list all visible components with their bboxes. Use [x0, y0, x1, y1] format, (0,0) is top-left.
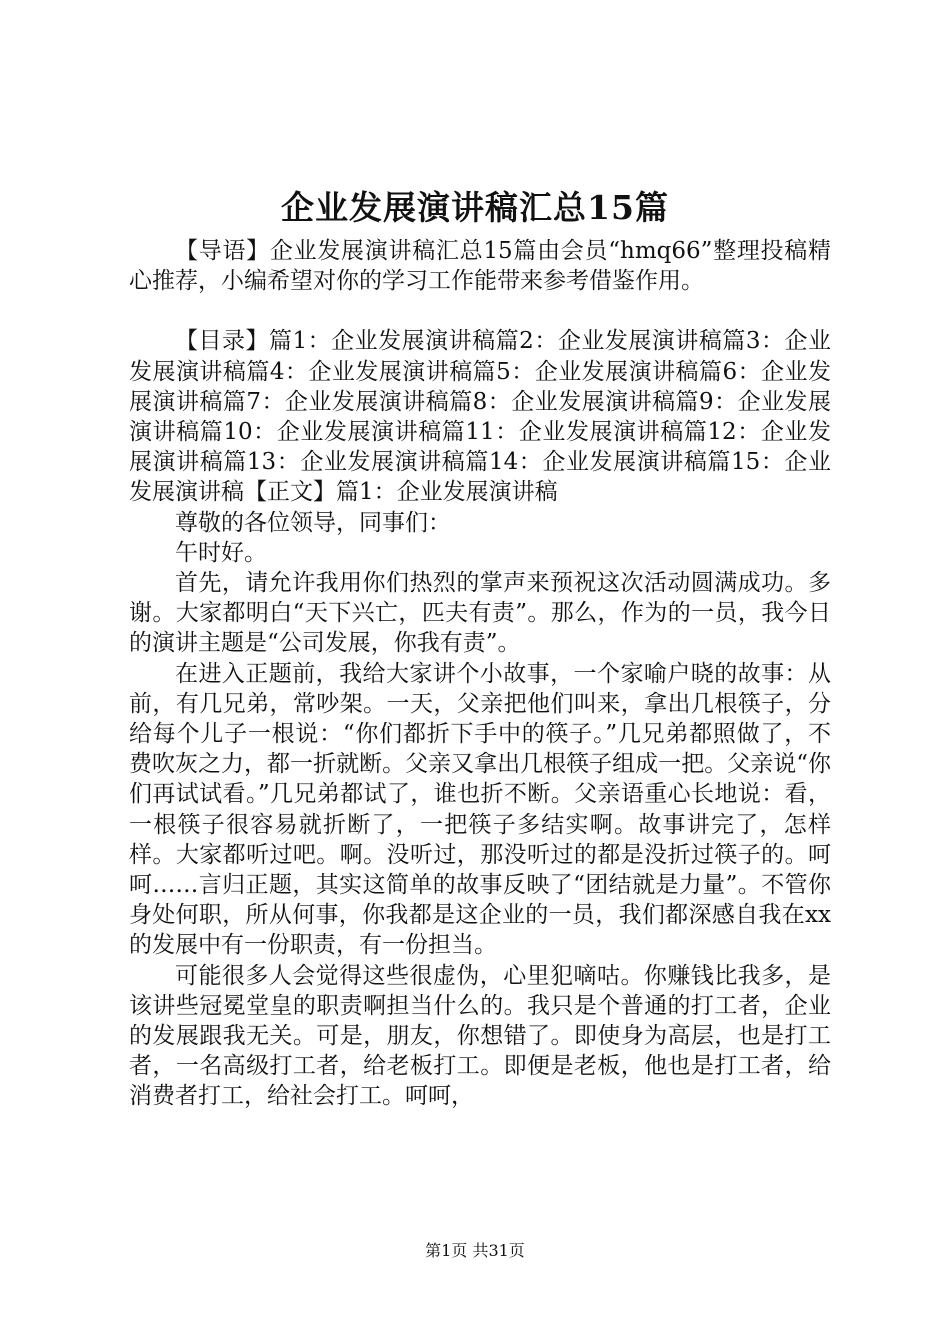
toc-paragraph: 【目录】篇1：企业发展演讲稿篇2：企业发展演讲稿篇3：企业发展演讲稿篇4：企业发展演讲稿篇5：企业发展演讲稿篇6：企业发展演讲稿篇7：企业发展演讲稿篇8：企业发展演讲稿篇9：企业发展演讲稿篇10：企业发展演讲稿篇11：企业发展演讲稿篇12：企业发展演讲稿篇13：企业发展演讲稿篇14：企业发展演讲稿篇15：企业发展演讲稿【正文】篇1：企业发展演讲稿 — [129, 328, 831, 506]
body-paragraph: 可能很多人会觉得这些很虚伪，心里犯嘀咕。你赚钱比我多，是该讲些冠冕堂皇的职责啊担当什么的。我只是个普通的打工者，企业的发展跟我无关。可是，朋友，你想错了。即使身为高层，也是打工者，一名高级打工者，给老板打工。即便是老板，他也是打工者，给消费者打工，给社会打工。呵呵， — [129, 962, 831, 1110]
body-paragraph: 在进入正题前，我给大家讲个小故事，一个家喻户晓的故事：从前，有几兄弟，常吵架。一天，父亲把他们叫来，拿出几根筷子，分给每个儿子一根说：“你们都折下手中的筷子。”几兄弟都照做了，不费吹灰之力，都一折就断。父亲又拿出几根筷子组成一把。父亲说“你们再试试看。”几兄弟都试了，谁也折不断。父亲语重心长地说：看，一根筷子很容易就折断了，一把筷子多结实啊。故事讲完了，怎样样。大家都听过吧。啊。没听过，那没听过的都是没折过筷子的。呵呵……言归正题，其实这简单的故事反映了“团结就是力量”。不管你身处何职，所从何事，你我都是这企业的一员，我们都深感自我在xx的发展中有一份职责，有一份担当。 — [129, 660, 831, 959]
document-body — [129, 236, 831, 1112]
intro-paragraph: 【导语】企业发展演讲稿汇总15篇由会员“hmq66”整理投稿精心推荐，小编希望对你的学习工作能带来参考借鉴作用。 — [129, 238, 831, 295]
page-footer: 第1页 共31页 — [425, 1241, 525, 1260]
document-title: 企业发展演讲稿汇总15篇 — [281, 188, 669, 227]
salutation-paragraph: 尊敬的各位领导，同事们： — [175, 509, 451, 536]
body-paragraph: 首先，请允许我用你们热烈的掌声来预祝这次活动圆满成功。多谢。大家都明白“天下兴亡，匹夫有责”。那么，作为的一员，我今日的演讲主题是“公司发展，你我有责”。 — [129, 570, 831, 657]
greeting-paragraph: 午时好。 — [175, 539, 267, 566]
